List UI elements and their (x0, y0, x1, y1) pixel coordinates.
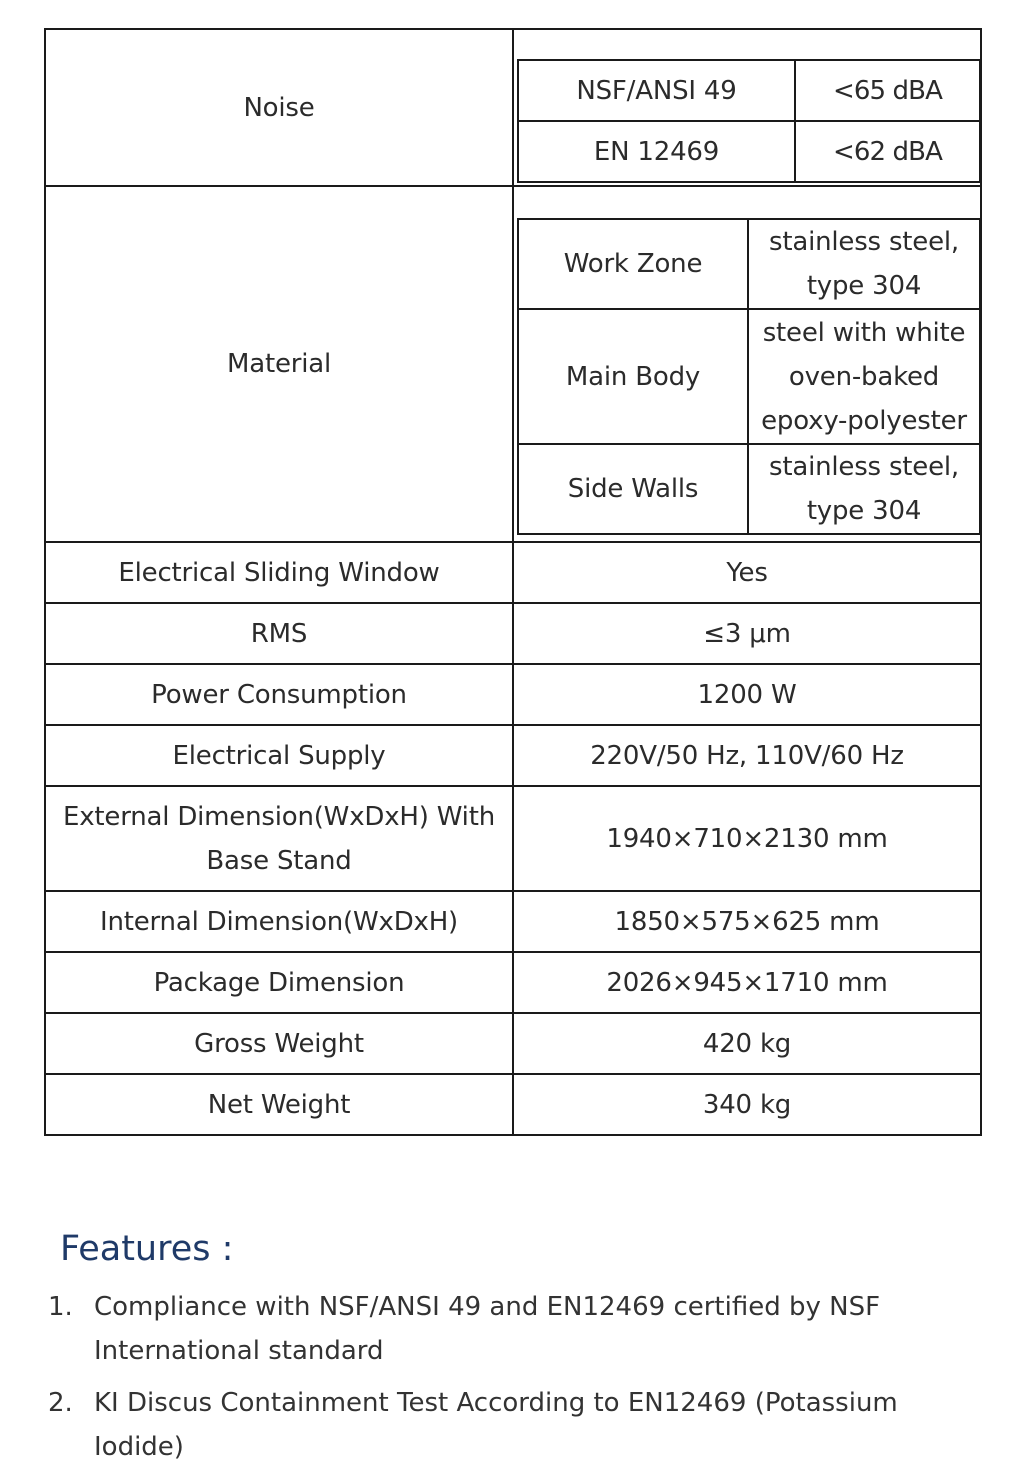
noise-value: <62 dBA (795, 121, 980, 182)
noise-subtable (517, 59, 981, 183)
noise-standard: NSF/ANSI 49 (518, 60, 795, 121)
spec-row (45, 786, 981, 891)
spec-label: Noise (45, 29, 513, 186)
material-row (518, 219, 980, 309)
material-row (518, 444, 980, 534)
spec-label: Net Weight (45, 1074, 513, 1135)
spec-row (45, 725, 981, 786)
spec-row (45, 542, 981, 603)
material-value: stainless steel, type 304 (748, 444, 980, 534)
material-values-cell (513, 186, 981, 542)
spec-row-noise (45, 29, 981, 186)
spec-label: Internal Dimension(WxDxH) (45, 891, 513, 952)
specifications-table (44, 28, 982, 1136)
spec-label: Electrical Sliding Window (45, 542, 513, 603)
spec-value: 2026×945×1710 mm (513, 952, 981, 1013)
spec-value: ≤3 μm (513, 603, 981, 664)
features-heading: Features : (60, 1229, 234, 1269)
material-row (518, 309, 980, 444)
material-part: Side Walls (518, 444, 748, 534)
spec-label: Gross Weight (45, 1013, 513, 1074)
feature-number: 1. (48, 1292, 73, 1322)
features-list (48, 1285, 988, 1469)
spec-value: Yes (513, 542, 981, 603)
feature-text: KI Discus Containment Test According to EN12469 (Potassium Iodide) (94, 1388, 898, 1462)
spec-row (45, 952, 981, 1013)
spec-value: 1940×710×2130 mm (513, 786, 981, 891)
spec-row-material (45, 186, 981, 542)
material-subtable (517, 218, 981, 535)
spec-label: External Dimension(WxDxH) With Base Stand (45, 786, 513, 891)
spec-row (45, 891, 981, 952)
material-part: Work Zone (518, 219, 748, 309)
material-value: steel with white oven-baked epoxy-polyester (748, 309, 980, 444)
spec-value: 340 kg (513, 1074, 981, 1135)
spec-label: Electrical Supply (45, 725, 513, 786)
noise-standard: EN 12469 (518, 121, 795, 182)
noise-row (518, 121, 980, 182)
material-part: Main Body (518, 309, 748, 444)
spec-value: 1850×575×625 mm (513, 891, 981, 952)
spec-value: 420 kg (513, 1013, 981, 1074)
spec-label: Power Consumption (45, 664, 513, 725)
noise-value: <65 dBA (795, 60, 980, 121)
spec-row (45, 664, 981, 725)
spec-value: 1200 W (513, 664, 981, 725)
spec-value: 220V/50 Hz, 110V/60 Hz (513, 725, 981, 786)
spec-label: Package Dimension (45, 952, 513, 1013)
noise-values-cell (513, 29, 981, 186)
feature-item (48, 1285, 988, 1373)
spec-row (45, 1074, 981, 1135)
feature-item (48, 1381, 988, 1469)
feature-text: Compliance with NSF/ANSI 49 and EN12469 certified by NSF International standard (94, 1292, 881, 1366)
spec-label: Material (45, 186, 513, 542)
noise-row (518, 60, 980, 121)
material-value: stainless steel, type 304 (748, 219, 980, 309)
spec-row (45, 1013, 981, 1074)
spec-row (45, 603, 981, 664)
feature-number: 2. (48, 1388, 73, 1418)
spec-label: RMS (45, 603, 513, 664)
